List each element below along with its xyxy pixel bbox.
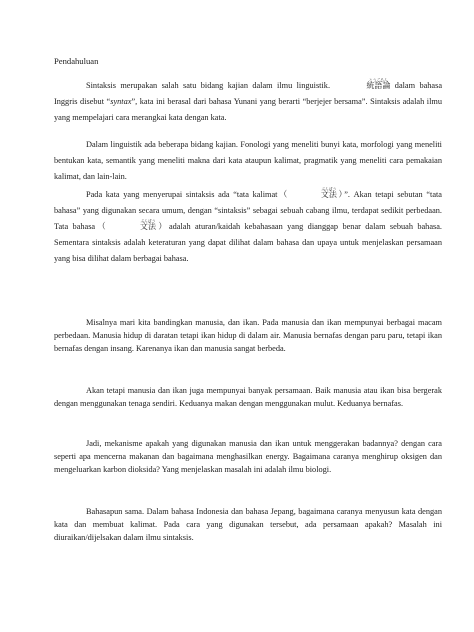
paragraph-4-text: Misalnya mari kita bandingkan manusia, dan ikan. Pada manusia dan ikan mempunyai berbagai macam perbedaan. Manusia hidup di daratan tetapi ikan hidup di dalam air. Manusia bernafas dengan paru paru, tetapi ikan bernafas dengan insang. Karenanya ikan dan manusia sangat berbeda. [54,318,442,354]
ruby-kanji: 文法 [320,190,337,199]
paragraph-1 [54,78,442,126]
ruby-furigana: とうごろん [368,78,388,82]
paragraph-6-text: Jadi, mekanisme apakah yang digunakan manusia dan ikan untuk menggerakan badannya? dengan cara seperti apa mencerna makanan dan bagaimana menghasilkan energy. Bagaimana caranya menghirup oksigen dan mengeluarkan karbon dioksida? Yang menjelaskan masalah ini adalah ilmu biologi. [54,439,442,475]
paragraph-1-text-c: ”, kata ini berasal dari bahasa Yunani yang berarti “berjejer bersama”. Sintaksis adalah ilmu yang mempelajari cara merangkai kata dengan kata. [54,97,443,122]
ruby-tougoron [334,78,390,94]
paragraph-3-text-b: ）”. Akan tetapi sebutan “tata bahasa” yang digunakan secara umum, dengan “sintaksis” sebagai sebuah cabang ilmu, terdapat sedikit perbedaan. Tata bahasa（ [54,190,442,231]
paragraph-7 [54,505,442,545]
ruby-bunpou-1 [289,187,337,203]
paragraph-3 [54,187,442,267]
ruby-furigana: ぶんぽう [140,219,156,223]
paragraph-6 [54,437,442,477]
paragraph-5 [54,384,442,410]
paragraph-4 [54,316,442,356]
paragraph-3-text-c: ）adalah aturan/kaidah kebahasaan yang dianggap benar dalam sebuah bahasa. Sementara sintaksis adalah keteraturan yang dapat dilihat dalam bahasa dan upaya untuk menjelaskan persamaan yang bisa dilihat dalam berbagai bahasa. [54,222,442,263]
paragraph-2-text: Dalam linguistik ada beberapa bidang kajian. Fonologi yang meneliti bunyi kata, morfologi yang meneliti bentukan kata, semantik yang meneliti makna dari kata ataupun kalimat, pragmatik yang meneliti cara pemakaian kalimat, dan lain-lain. [54,140,442,181]
paragraph-3-text-a: Pada kata yang menyerupai sintaksis ada “tata kalimat（ [86,190,289,199]
ruby-bunpou-2 [108,219,156,235]
paragraph-1-italic: syntax [110,97,132,106]
ruby-furigana: ぶんぽう [321,187,337,191]
paragraph-2 [54,137,442,185]
ruby-kanji: 統語論 [366,81,391,90]
paragraph-1-text-a: Sintaksis merupakan salah satu bidang kajian dalam ilmu linguistik. [86,81,331,90]
paragraph-1-text-b: dalam bahasa Inggris disebut “ [54,81,443,106]
ruby-kanji: 文法 [140,222,157,231]
paragraph-5-text: Akan tetapi manusia dan ikan juga mempunyai banyak persamaan. Baik manusia atau ikan bisa bergerak dengan menggunakan tenaga sendiri. Keduanya makan dengan menggunakan mulut. Keduanya bernafas. [54,386,442,409]
section-heading: Pendahuluan [54,56,99,66]
paragraph-7-text: Bahasapun sama. Dalam bahasa Indonesia dan bahasa Jepang, bagaimana caranya menyusun kata dengan kata dan membuat kalimat. Pada cara yang digunakan tersebut, ada persamaan apakah? Masalah ini diuraikan/dijelsakan dalam ilmu sintaksis. [54,507,442,543]
